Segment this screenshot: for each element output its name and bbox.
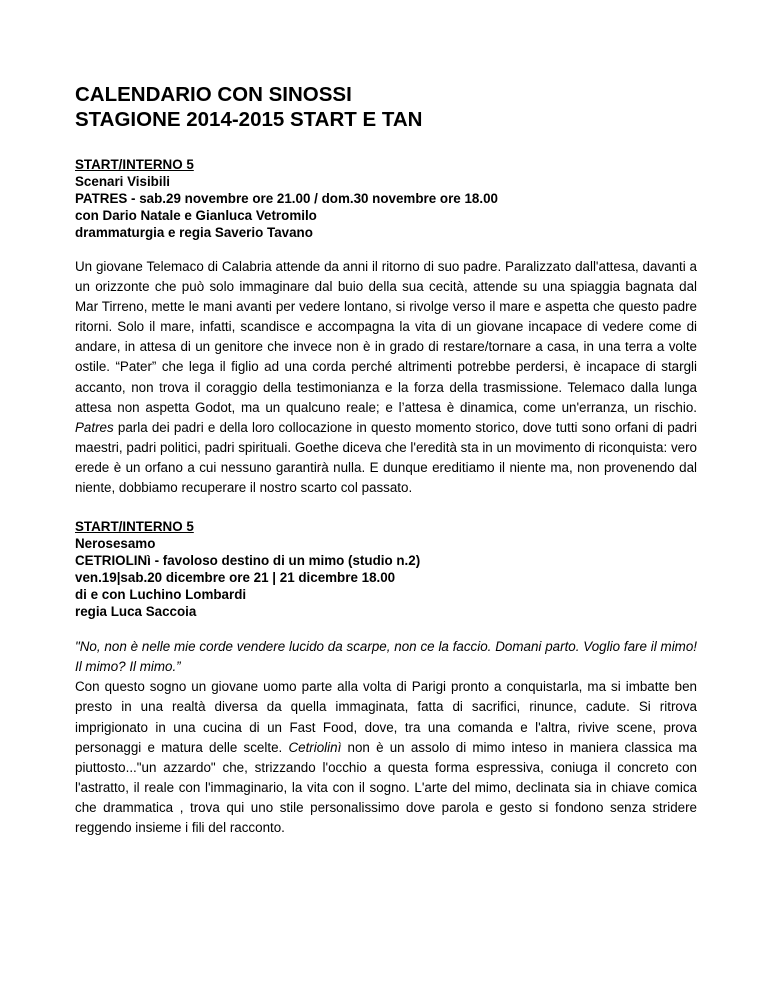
document-page (75, 82, 697, 838)
event-section-patres (75, 156, 697, 498)
show-title: CETRIOLINì - favoloso destino di un mimo (studio n.2) (75, 553, 421, 569)
synopsis-emphasis: Cetriolinì (288, 739, 342, 755)
opening-quote: "No, non è nelle mie corde vendere lucido da scarpe, non ce la faccio. Domani parto. Voglio fare il mimo! Il mimo? Il mimo.” (75, 639, 697, 675)
company-name: Nerosesamo (75, 536, 156, 552)
credits-line: drammaturgia e regia Saverio Tavano (75, 225, 313, 240)
title-line-1: CALENDARIO CON SINOSSI (75, 83, 352, 106)
cast-line: con Dario Natale e Gianluca Vetromilo (75, 208, 317, 223)
event-section-cetriolini (75, 518, 697, 838)
synopsis-text-part-1: Un giovane Telemaco di Calabria attende da anni il ritorno di suo padre. Paralizzato dall'attesa, davanti a un orizzonte che può solo immaginare dal buio della sua cecità, attende su una spiaggia bagnata dal Mar Tirreno, mette le mani avanti per vedere lontano, si rivolge verso il mare e aspetta che questo padre ritorni. Solo il mare, infatti, scandisce e accompagna la vita di un giovane incapace di vedere come di andare, in attesa di un genitore che invece non è in grado di restare/tornare a casa, in una terra a volte ostile. “Pater” che lega il figlio ad una corda perché altrimenti potrebbe perdersi, è incapace di stargli accanto, non trova il coraggio della testimonianza e la forza della trasmissione. Telemaco dalla lunga attesa non aspetta Godot, ma un qualcuno reale; e l’attesa è dinamica, come un'erranza, un rischio. (75, 259, 697, 415)
event-header (75, 156, 697, 241)
venue-label: START/INTERNO 5 (75, 157, 194, 172)
document-title (75, 82, 697, 132)
show-title-dates: PATRES - sab.29 novembre ore 21.00 / dom.30 novembre ore 18.00 (75, 191, 498, 206)
credits-line: regia Luca Saccoia (75, 604, 197, 620)
venue-label: START/INTERNO 5 (75, 519, 194, 535)
synopsis-emphasis: Patres (75, 419, 114, 435)
synopsis-paragraph (75, 257, 697, 498)
company-name: Scenari Visibili (75, 174, 171, 189)
synopsis-text-part-2: non è un assolo di mimo inteso in maniera classica ma piuttosto..."un azzardo" che, strizzando l'occhio a questa forma espressiva, coniuga il concreto con l'astratto, il reale con l'immaginario, la vita con il sogno. L'arte del mimo, declinata sia in chiave comica che drammatica , trova qui uno stile personalissimo dove parola e gesto si fondono senza stridere reggendo insieme i fili del racconto. (75, 739, 697, 835)
event-header (75, 518, 697, 620)
synopsis-text-part-1: Con questo sogno un giovane uomo parte alla volta di Parigi pronto a conquistarla, ma si imbatte ben presto in una realtà diversa da quella immaginata, fatta di sacrifici, rinunce, cadute. Si ritrova imprigionato in una cucina di un Fast Food, dove, tra una comanda e l'altra, rivive scene, prova personaggi e matura delle scelte. (75, 679, 697, 755)
synopsis-paragraph (75, 677, 697, 838)
title-line-2: STAGIONE 2014-2015 START E TAN (75, 108, 423, 131)
show-dates: ven.19|sab.20 dicembre ore 21 | 21 dicembre 18.00 (75, 570, 396, 586)
synopsis-text-part-2: parla dei padri e della loro collocazione in questo momento storico, dove tutti sono orfani di padri maestri, padri politici, padri spirituali. Goethe diceva che l'eredità sta in un movimento di riconquista: vero erede è un orfano a cui nessuno garantirà nulla. E dunque ereditiamo il niente ma, non provenendo dal niente, dobbiamo recuperare il nostro scarto col passato. (75, 419, 697, 496)
cast-line: di e con Luchino Lombardi (75, 587, 247, 603)
